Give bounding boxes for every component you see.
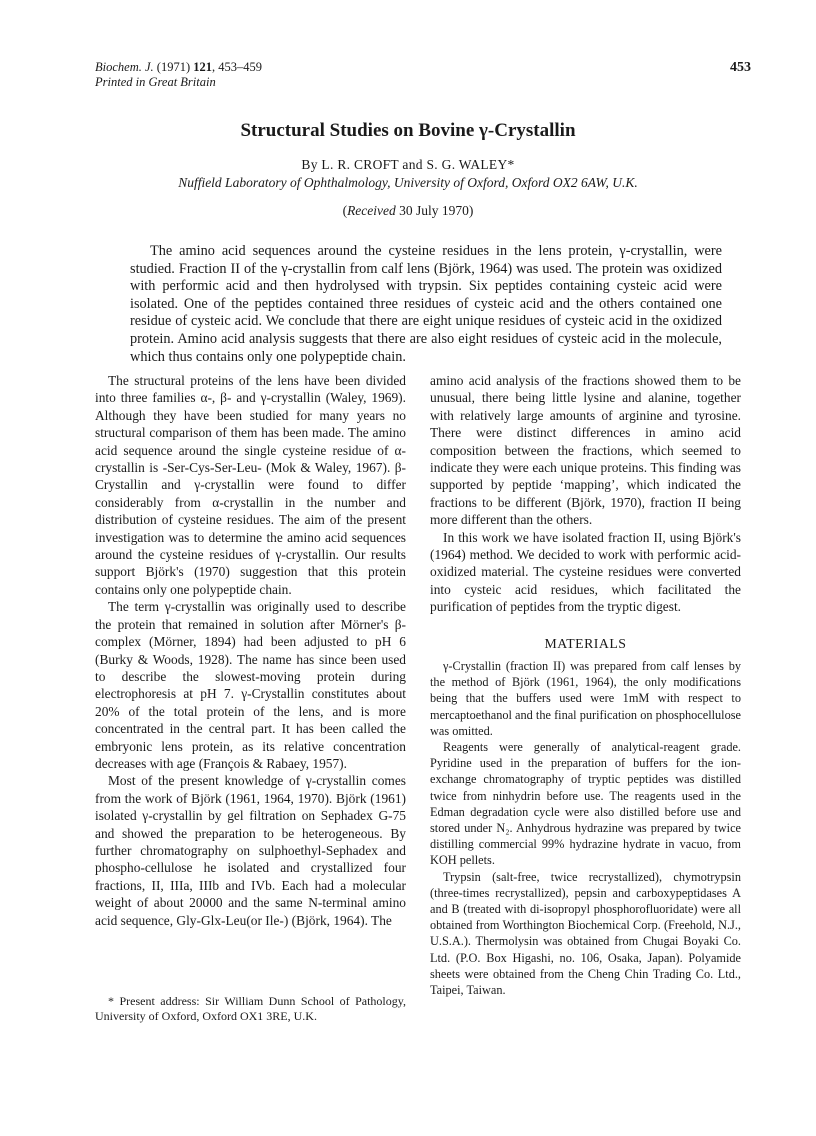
authors: By L. R. CROFT and S. G. WALEY* <box>301 157 515 172</box>
page-number: 453 <box>730 60 751 75</box>
received-label: Received <box>347 203 396 218</box>
section-heading: MATERIALS <box>544 635 627 651</box>
paragraph: γ-Crystallin (fraction II) was prepared from calf lenses by the method of Björk (1961, 1964), the only modifications being that the buffers used were 1mM with respect to mercaptoethanol and the final purification on phosphocellulose was omitted. <box>430 658 741 738</box>
paragraph: Reagents were generally of analytical-reagent grade. Pyridine used in the preparation of buffers for the ion-exchange chromatography of tryptic peptides was distilled twice from ninhydrin before use. The reagents used in the Edman degradation cycle were also distilled before use and stored under N₂. Anhydrous hydrazine was prepared by twice distilling commercial 99% hydrazine hydrate in vacuo, from KOH pellets. <box>430 739 741 868</box>
received-date-value: 30 July 1970 <box>399 203 469 218</box>
paragraph: The structural proteins of the lens have been divided into three families α-, β- and γ-crystallin (Waley, 1969). Although they have been studied for many years no structural comparison of them has been made. The amino acid sequence around the single cysteine residue of α-crystallin is -Ser-Cys-Ser-Leu- (Mok & Waley, 1967). β-Crystallin and γ-crystallin were found to differ considerably from α-crystallin in the number and distribution of cysteine residues. The aim of the present investigation was to determine the amino acid sequences around the cysteine residues of γ-crystallin. Our results support Björk's (1970) suggestion that this protein contains only one polypeptide chain. <box>95 373 406 597</box>
footnote: * Present address: Sir William Dunn School of Pathology, University of Oxford, Oxford OX1 3RE, U.K. <box>95 994 406 1023</box>
abstract <box>130 243 722 366</box>
paragraph: The term γ-crystallin was originally used to describe the protein that remained in solution after Mörner's β-complex (Mörner, 1894) had been adjusted to pH 6 (Burky & Woods, 1928). The name has since been used to describe the slowest-moving protein during electrophoresis at pH 7. γ-Crystallin constitutes about 20% of the total protein of the lens, and is more concentrated in the central part. It has been called the embryonic lens protein, as its relative concentration decreases with age (François & Rabaey, 1957). <box>95 599 406 771</box>
right-column <box>430 372 741 998</box>
left-column <box>95 372 406 929</box>
paragraph: Trypsin (salt-free, twice recrystallized), chymotrypsin (three-times recrystallized), pepsin and carboxypeptidases A and B (treated with di-isopropyl phosphorofluoridate) were all obtained from Worthington Biochemical Corp. (Freehold, N.J., U.S.A.). Thermolysin was obtained from Chugai Boyaki Co. Ltd. (P.O. Box Higashi, no. 106, Osaka, Japan). Polyamide sheets were obtained from the Cheng Chin Trading Co. Ltd., Taipei, Taiwan. <box>430 869 741 997</box>
received-date: (Received 30 July 1970) <box>342 203 474 218</box>
printed-in: Printed in Great Britain <box>95 75 216 89</box>
journal-citation <box>95 60 262 90</box>
citation-year: (1971) <box>156 60 191 74</box>
affiliation: Nuffield Laboratory of Ophthalmology, University of Oxford, Oxford OX2 6AW, U.K. <box>178 175 638 190</box>
paragraph: In this work we have isolated fraction II, using Björk's (1964) method. We decided to work with performic acid-oxidized material. The cysteine residues were converted into cysteic acid residues, which facilitated the purification of peptides from the tryptic digest. <box>430 529 741 615</box>
article-title: Structural Studies on Bovine γ-Crystallin <box>240 120 576 141</box>
paragraph: Most of the present knowledge of γ-crystallin comes from the work of Björk (1961, 1964, 1970). Björk (1961) isolated γ-crystallin by gel filtration on Sephadex G-75 and showed the preparation to be heterogeneous. By further chromatography on sulphoethyl-Sephadex and phospho-cellulose he isolated and crystallized four fractions, II, IIIa, IIIb and IVb. Each had a molecular weight of about 20000 and the same N-terminal amino acid sequence, Gly-Glx-Leu(or Ile-) (Björk, 1964). The <box>95 773 406 928</box>
volume: 121 <box>193 60 212 74</box>
journal-name: Biochem. J. <box>95 60 154 74</box>
page-range: , 453–459 <box>211 60 262 74</box>
materials-section <box>430 636 741 998</box>
abstract-text: The amino acid sequences around the cysteine residues in the lens protein, γ-crystallin, were studied. Fraction II of the γ-crystallin from calf lens (Björk, 1964) was used. The protein was oxidized with performic acid and then hydrolysed with trypsin. Six peptides containing cysteic acid were isolated. One of the peptides contained three residues of cysteic acid and the others contained one residue of cysteic acid. We conclude that there are eight unique residues of cysteic acid in the oxidized protein. Amino acid analysis suggests that there are also eight residues of cysteic acid in the molecule, which thus contains only one polypeptide chain. <box>130 243 722 365</box>
paragraph: amino acid analysis of the fractions showed them to be unusual, there being little lysine and alanine, together with relatively large amounts of arginine and tyrosine. There were distinct differences in amino acid composition between the fractions, which seemed to indicate they were each unique proteins. This finding was supported by peptide ‘mapping’, which indicated the fractions to be different (Björk, 1970), fraction II being more different than the others. <box>430 373 741 528</box>
